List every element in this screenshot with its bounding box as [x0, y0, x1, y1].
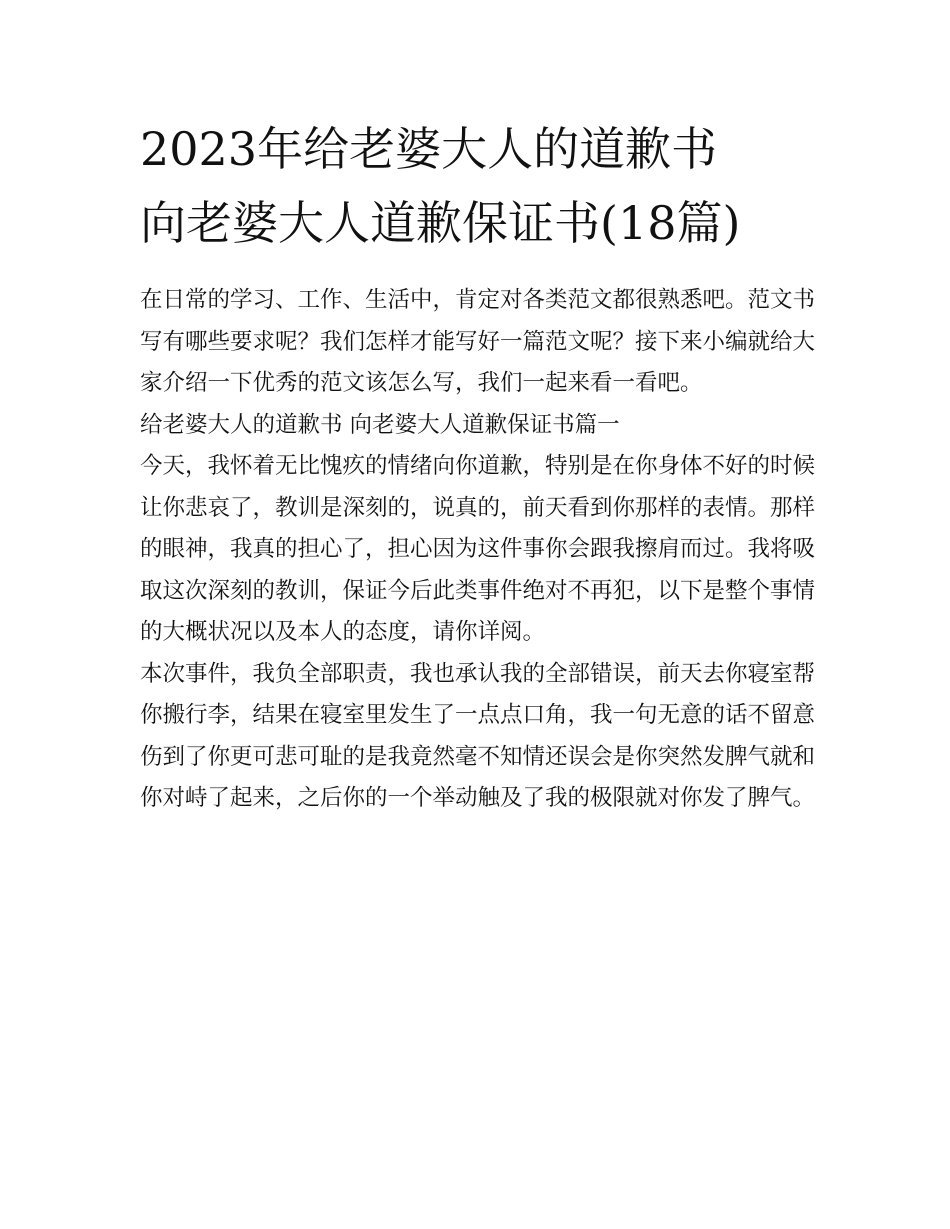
body-paragraph: 今天，我怀着无比愧疚的情绪向你道歉，特别是在你身体不好的时候让你悲哀了，教训是深刻的，说真的，前天看到你那样的表情。那样的眼神，我真的担心了，担心因为这件事你会跟我擦肩而过。我将吸取这次深刻的教训，保证今后此类事件绝对不再犯，以下是整个事情的大概状况以及本人的态度，请你详阅。 — [140, 453, 816, 645]
document-title — [140, 112, 830, 260]
body-paragraph: 本次事件，我负全部职责，我也承认我的全部错误，前天去你寝室帮你搬行李，结果在寝室里发生了一点点口角，我一句无意的话不留意伤到了你更可悲可耻的是我竟然毫不知情还误会是你突然发脾气就和你对峙了起来，之后你的一个举动触及了我的极限就对你发了脾气。 — [140, 660, 816, 811]
title-line-2: 向老婆大人道歉保证书(18篇) — [140, 196, 741, 250]
document-body — [140, 280, 820, 820]
title-line-1: 2023年给老婆大人的道歉书 — [140, 122, 718, 176]
intro-paragraph: 在日常的学习、工作、生活中，肯定对各类范文都很熟悉吧。范文书写有哪些要求呢？我们怎样才能写好一篇范文呢？接下来小编就给大家介绍一下优秀的范文该怎么写，我们一起来看一看吧。 — [140, 287, 816, 396]
section-heading: 给老婆大人的道歉书 向老婆大人道歉保证书篇一 — [140, 411, 620, 438]
